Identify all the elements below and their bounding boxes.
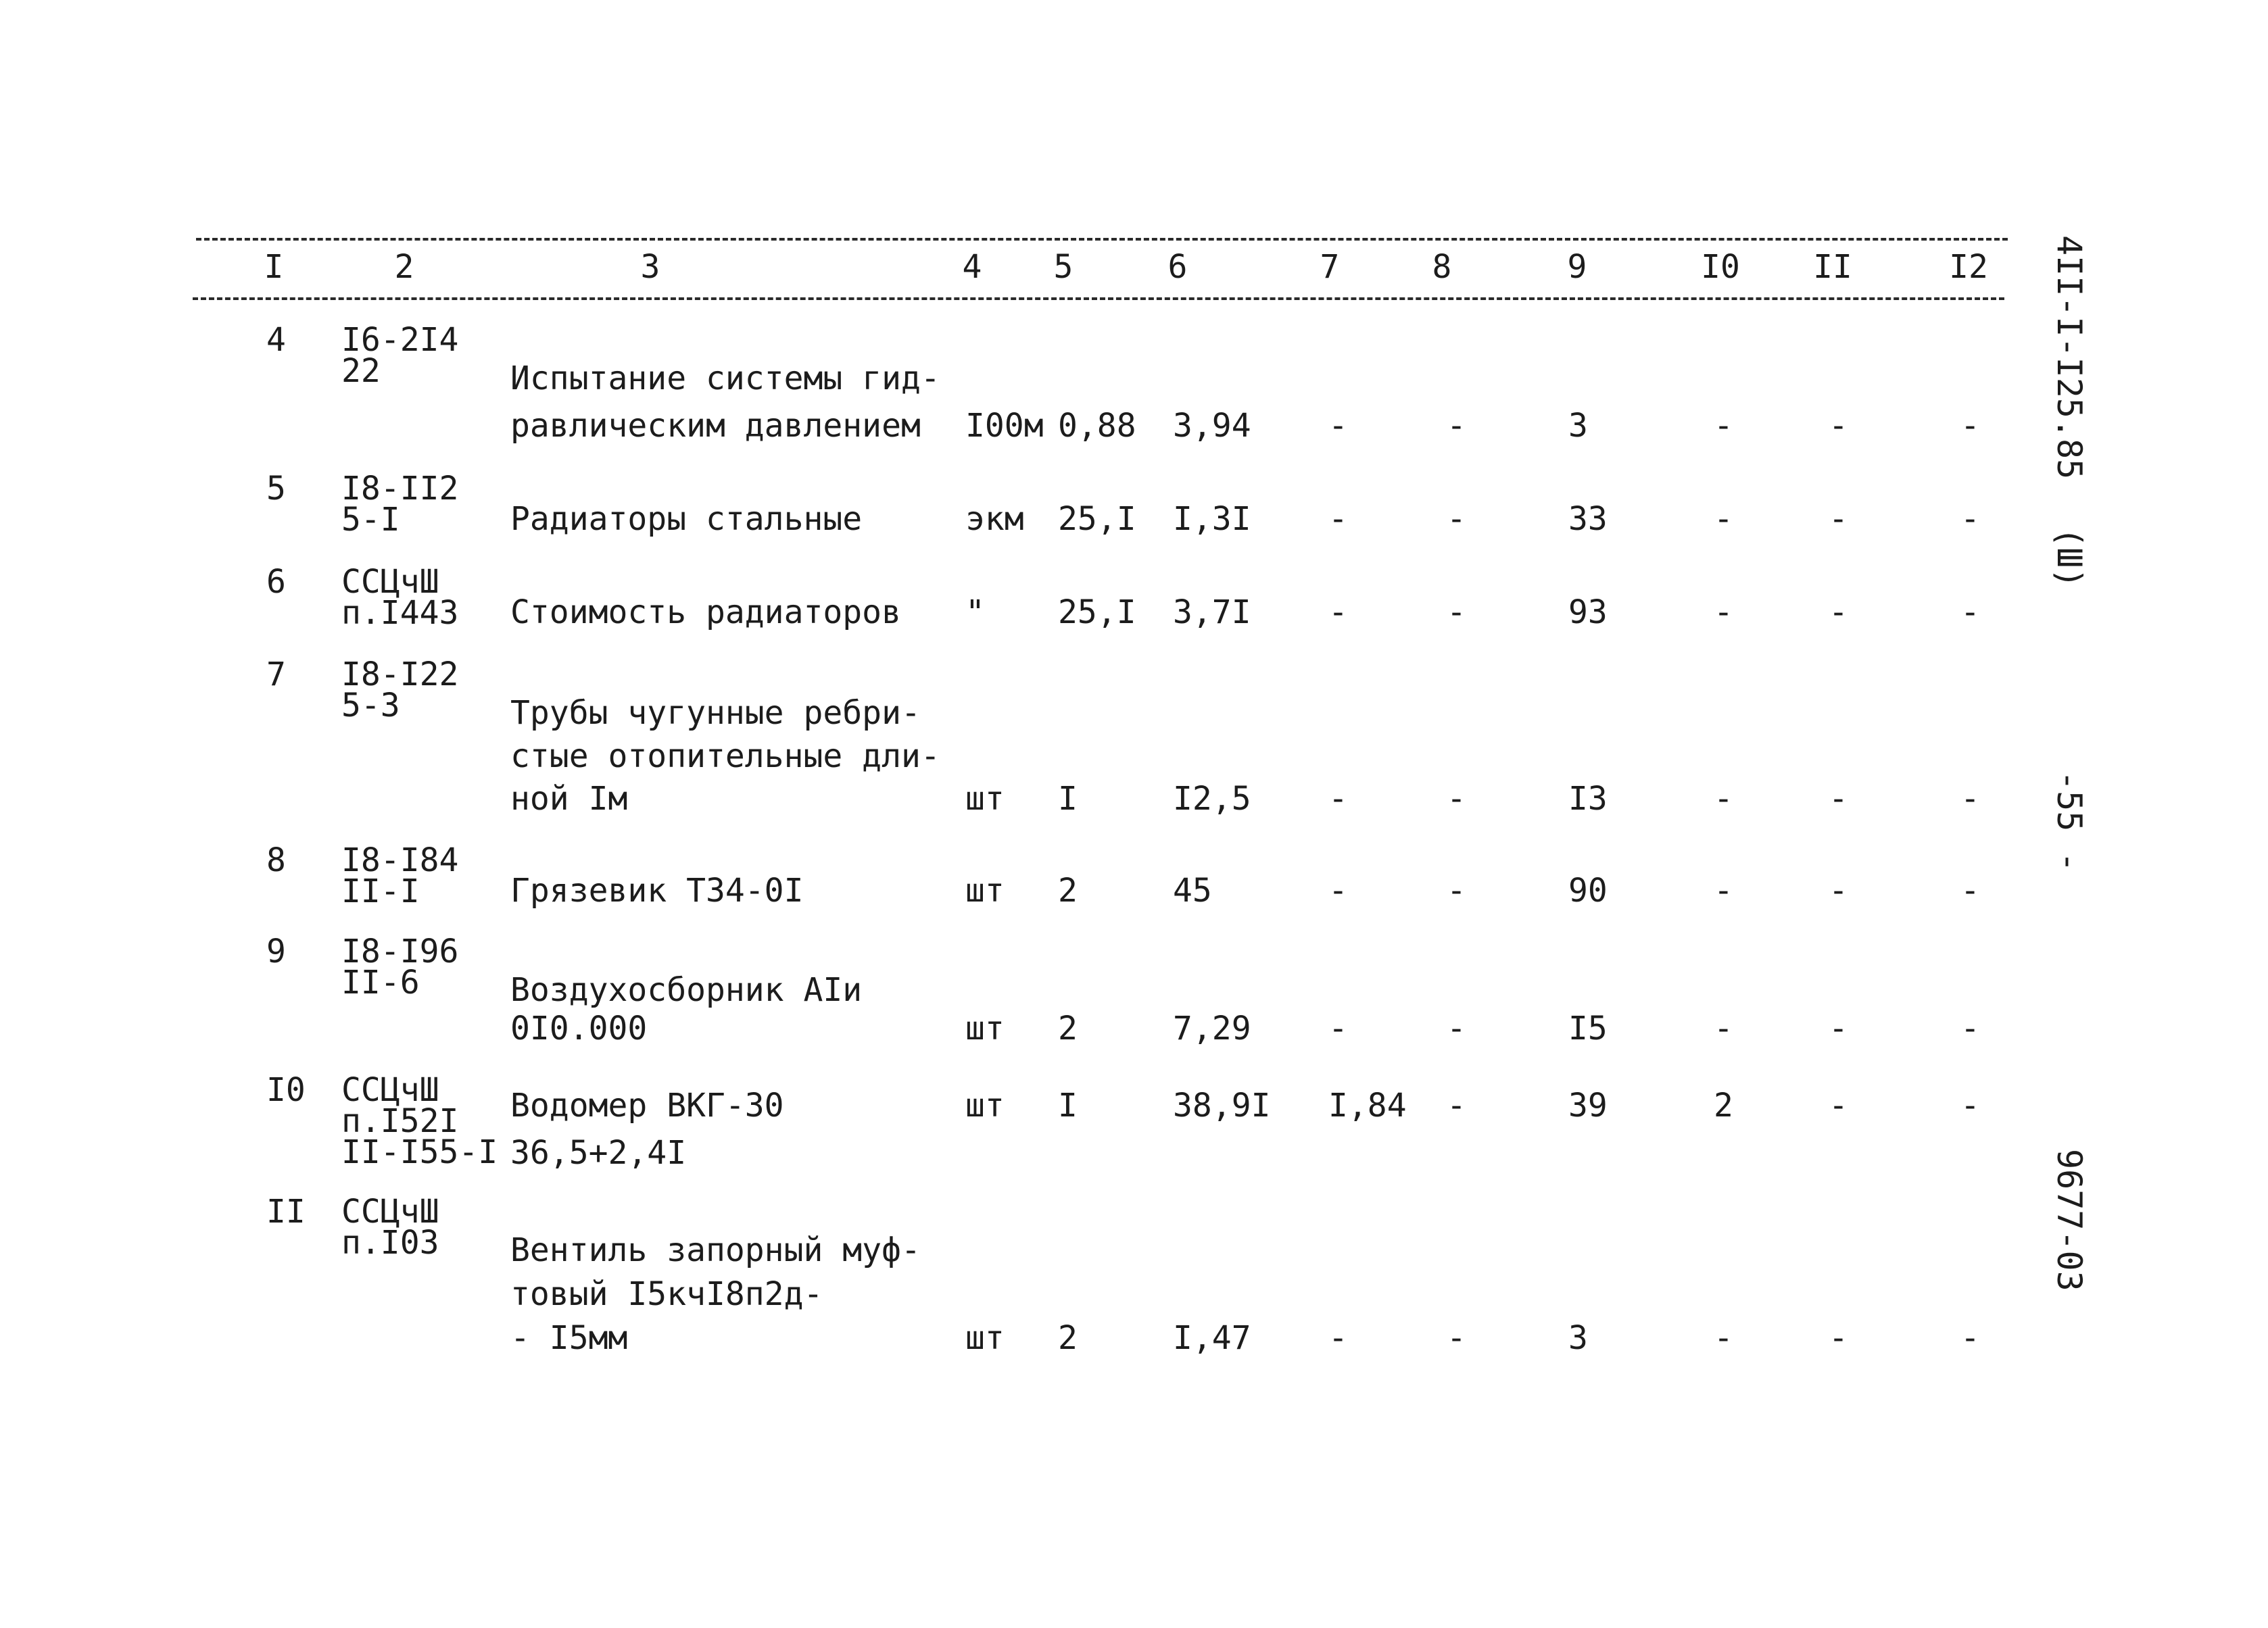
quantity-cell: 0,88 [1058, 407, 1136, 445]
col12-cell: - [1960, 593, 1980, 631]
col10-cell: 2 [1714, 1087, 1733, 1125]
quantity-cell: I [1058, 780, 1078, 818]
work-description-line: 0I0.000 [510, 1010, 648, 1047]
quantity-cell: 25,I [1058, 593, 1136, 631]
col-header-12: I2 [1949, 248, 1988, 286]
col8-cell: - [1447, 593, 1466, 631]
rate-code-line: I6-2I4 [341, 321, 459, 359]
col7-cell: - [1328, 593, 1348, 631]
rate-code-line: II-6 [341, 964, 420, 1002]
col11-cell: - [1829, 593, 1848, 631]
work-description-line: равлическим давлением [510, 407, 921, 445]
col11-cell: - [1829, 500, 1848, 538]
quantity-cell: 25,I [1058, 500, 1136, 538]
col12-cell: - [1960, 1087, 1980, 1125]
col8-cell: - [1447, 500, 1466, 538]
rate-code-line: 5-I [341, 501, 400, 539]
header-bottom-rule [193, 297, 2004, 300]
rate-code-line: II-I [341, 872, 420, 910]
col9-cell: I5 [1568, 1010, 1608, 1047]
row-number: 9 [266, 933, 286, 970]
work-description-line: стые отопительные дли- [510, 737, 940, 775]
unit-price-cell: 38,9I [1173, 1087, 1271, 1125]
col-header-6: 6 [1167, 248, 1188, 286]
col10-cell: - [1714, 500, 1733, 538]
col11-cell: - [1829, 872, 1848, 910]
unit-price-cell: I,47 [1173, 1319, 1251, 1357]
unit-price-cell: 45 [1173, 872, 1212, 910]
col11-cell: - [1829, 1087, 1848, 1125]
rate-code-line: п.I03 [341, 1224, 439, 1262]
unit-price-cell: 3,94 [1173, 407, 1251, 445]
col12-cell: - [1960, 1319, 1980, 1357]
col-header-7: 7 [1320, 248, 1340, 286]
quantity-cell: 2 [1058, 1319, 1078, 1357]
col-header-10: I0 [1701, 248, 1740, 286]
unit-cell: экм [965, 500, 1024, 538]
unit-cell: шт [965, 872, 1005, 910]
col7-cell: - [1328, 872, 1348, 910]
col9-cell: 33 [1568, 500, 1608, 538]
row-number: 7 [266, 656, 286, 693]
col11-cell: - [1829, 1010, 1848, 1047]
col7-cell: I,84 [1328, 1087, 1407, 1125]
col10-cell: - [1714, 1010, 1733, 1047]
unit-cell: шт [965, 780, 1005, 818]
col8-cell: - [1447, 407, 1466, 445]
col7-cell: - [1328, 500, 1348, 538]
row-number: 4 [266, 321, 286, 359]
rate-code-line: I8-I22 [341, 656, 459, 693]
col-header-9: 9 [1567, 248, 1587, 286]
col9-cell: 90 [1568, 872, 1608, 910]
col9-cell: 93 [1568, 593, 1608, 631]
work-description-line: Испытание системы гид- [510, 360, 940, 397]
col12-cell: - [1960, 500, 1980, 538]
unit-cell: I00м [965, 407, 1044, 445]
col9-cell: I3 [1568, 780, 1608, 818]
rate-code-line: 22 [341, 352, 381, 390]
work-description-line: - I5мм [510, 1319, 628, 1357]
col12-cell: - [1960, 407, 1980, 445]
unit-cell: шт [965, 1087, 1005, 1125]
col12-cell: - [1960, 1010, 1980, 1047]
work-description-line: 36,5+2,4I [510, 1134, 687, 1172]
work-description-line: Водомер ВКГ-30 [510, 1087, 784, 1125]
rate-code-line: 5-3 [341, 687, 400, 724]
col10-cell: - [1714, 407, 1733, 445]
col7-cell: - [1328, 407, 1348, 445]
unit-cell: шт [965, 1010, 1005, 1047]
col8-cell: - [1447, 780, 1466, 818]
col8-cell: - [1447, 1010, 1466, 1047]
row-number: I0 [266, 1071, 306, 1109]
col11-cell: - [1829, 780, 1848, 818]
col8-cell: - [1447, 1087, 1466, 1125]
unit-price-cell: 7,29 [1173, 1010, 1251, 1047]
rate-code-line: I8-I96 [341, 933, 459, 970]
row-number: 6 [266, 563, 286, 601]
unit-cell: " [965, 593, 985, 631]
document-code: 4II-I-I25.85 [2050, 235, 2089, 480]
table-top-rule [196, 238, 2008, 241]
col10-cell: - [1714, 872, 1733, 910]
work-description-line: Воздухосборник АIи [510, 971, 863, 1009]
col7-cell: - [1328, 780, 1348, 818]
quantity-cell: 2 [1058, 872, 1078, 910]
work-description-line: ной Iм [510, 780, 628, 818]
rate-code-line: ССЦчШ [341, 563, 439, 601]
unit-price-cell: I2,5 [1173, 780, 1251, 818]
col-header-4: 4 [962, 248, 982, 286]
col11-cell: - [1829, 407, 1848, 445]
col7-cell: - [1328, 1010, 1348, 1047]
rate-code-line: I8-I84 [341, 841, 459, 879]
col9-cell: 3 [1568, 1319, 1588, 1357]
col8-cell: - [1447, 872, 1466, 910]
inventory-number: 9677-03 [2050, 1149, 2089, 1291]
col7-cell: - [1328, 1319, 1348, 1357]
col10-cell: - [1714, 593, 1733, 631]
work-description-line: Трубы чугунные ребри- [510, 694, 921, 732]
row-number: 5 [266, 470, 286, 508]
col-header-11: II [1813, 248, 1852, 286]
row-number: II [266, 1193, 306, 1231]
col11-cell: - [1829, 1319, 1848, 1357]
col12-cell: - [1960, 780, 1980, 818]
col10-cell: - [1714, 780, 1733, 818]
rate-code-line: II-I55-I [341, 1133, 498, 1171]
work-description-line: товый I5кчI8п2д- [510, 1275, 823, 1313]
col-header-2: 2 [394, 248, 414, 286]
work-description-line: Радиаторы стальные [510, 500, 863, 538]
page-number: -55 - [2050, 770, 2089, 872]
unit-cell: шт [965, 1319, 1005, 1357]
rate-code-line: п.I52I [341, 1102, 459, 1140]
col8-cell: - [1447, 1319, 1466, 1357]
col12-cell: - [1960, 872, 1980, 910]
rate-code-line: ССЦчШ [341, 1071, 439, 1109]
col-header-1: I [264, 248, 284, 286]
unit-price-cell: 3,7I [1173, 593, 1251, 631]
row-number: 8 [266, 841, 286, 879]
quantity-cell: I [1058, 1087, 1078, 1125]
unit-price-cell: I,3I [1173, 500, 1251, 538]
rate-code-line: п.I443 [341, 594, 459, 632]
col10-cell: - [1714, 1319, 1733, 1357]
document-part: (Ш) [2050, 527, 2089, 589]
rate-code-line: I8-II2 [341, 470, 459, 508]
work-description-line: Вентиль запорный муф- [510, 1231, 921, 1269]
col-header-8: 8 [1432, 248, 1452, 286]
col-header-3: 3 [640, 248, 660, 286]
work-description-line: Стоимость радиаторов [510, 593, 901, 631]
col9-cell: 39 [1568, 1087, 1608, 1125]
col9-cell: 3 [1568, 407, 1588, 445]
quantity-cell: 2 [1058, 1010, 1078, 1047]
col-header-5: 5 [1053, 248, 1073, 286]
work-description-line: Грязевик Т34-0I [510, 872, 804, 910]
rate-code-line: ССЦчШ [341, 1193, 439, 1231]
